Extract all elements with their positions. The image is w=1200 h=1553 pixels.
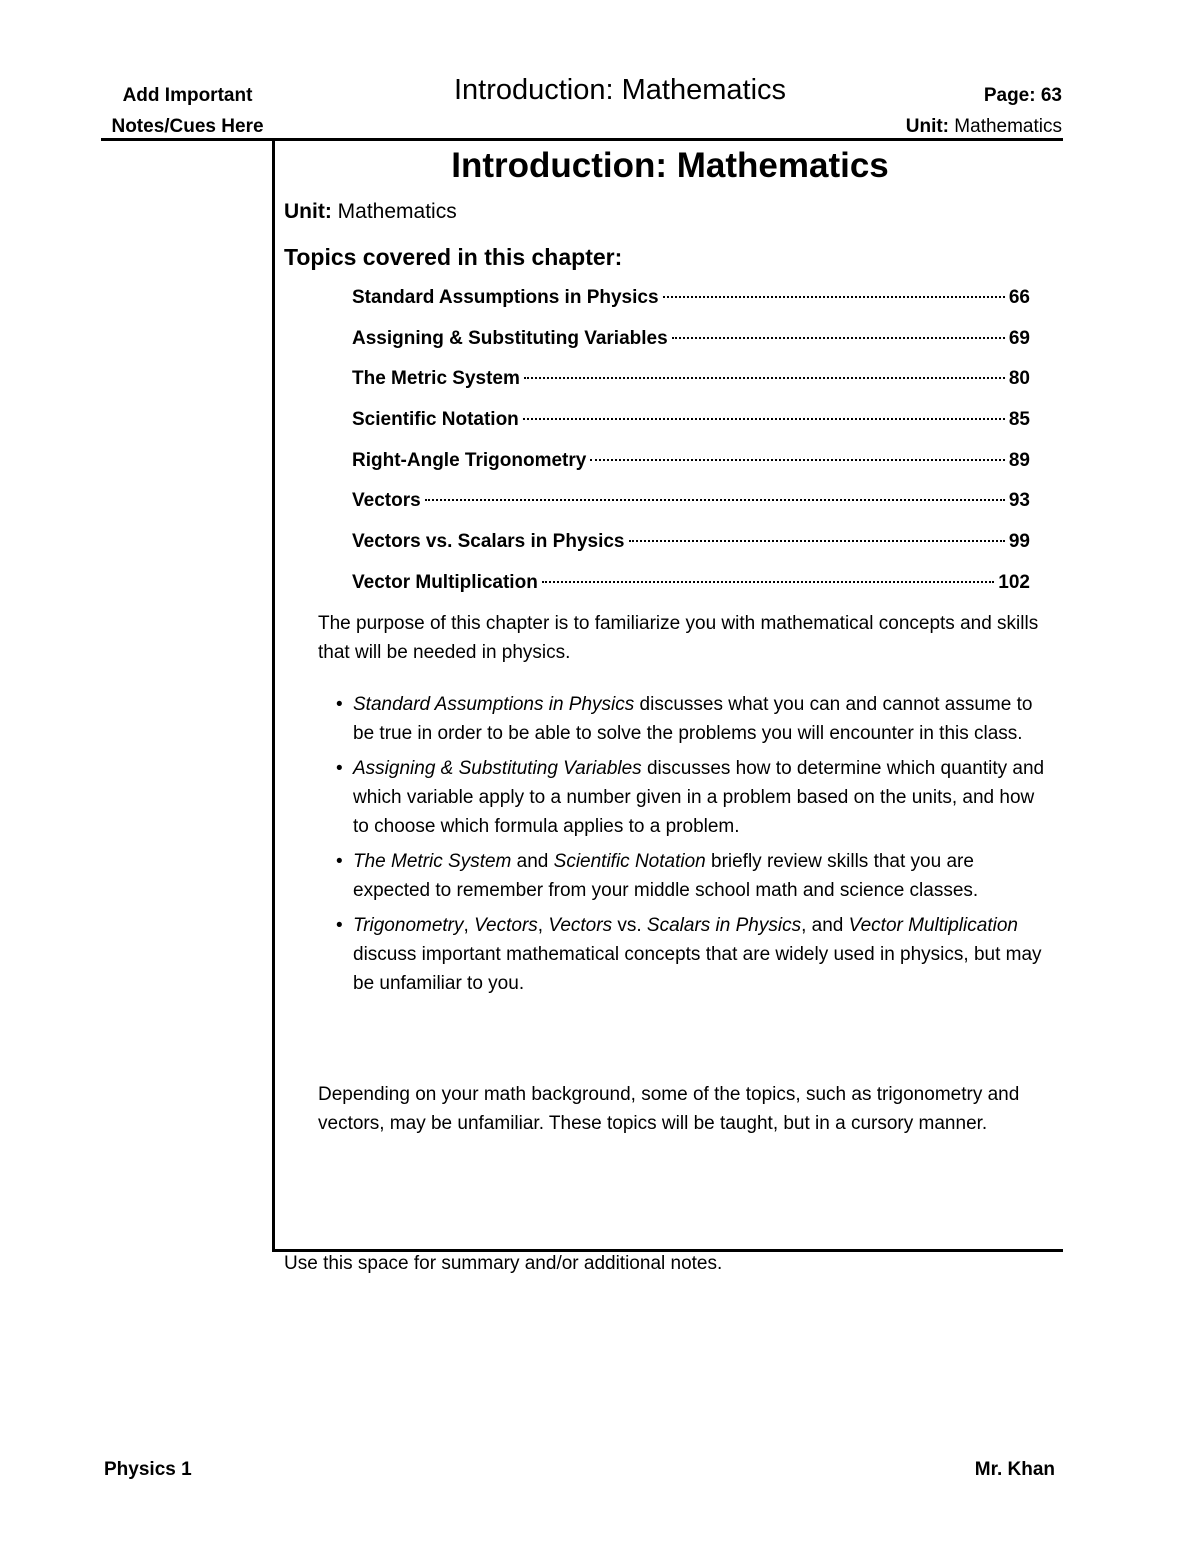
topic-joiner: ,: [537, 915, 549, 936]
topic-emphasis: Vector Multiplication: [848, 915, 1018, 936]
unit-label: Unit:: [284, 200, 332, 223]
topic-joiner: ,: [463, 915, 475, 936]
toc-page: 102: [998, 571, 1030, 593]
toc-label: Vector Multiplication: [352, 571, 538, 593]
toc-entry[interactable]: [352, 527, 1030, 568]
toc-leader: [425, 499, 1005, 501]
toc-label: Scientific Notation: [352, 409, 519, 431]
toc-label: The Metric System: [352, 368, 520, 390]
cue-column-header: [100, 80, 275, 142]
topic-description: discuss important mathematical concepts that are widely used in physics, but may be unfamiliar to you.: [353, 944, 1042, 994]
header-unit-label: Unit:: [905, 116, 950, 137]
toc-page: 85: [1008, 409, 1030, 431]
cue-line-1: Add Important: [122, 85, 253, 106]
chapter-purpose: The purpose of this chapter is to familiarize you with mathematical concepts and skills that will be needed in physics.: [318, 613, 1039, 663]
toc-page: 93: [1008, 490, 1030, 512]
toc-page: 69: [1008, 327, 1030, 349]
cue-column-divider: [272, 140, 275, 1252]
header-divider: [101, 138, 1063, 141]
toc-entry[interactable]: [352, 486, 1030, 527]
topic-emphasis: Scientific Notation: [553, 851, 706, 872]
toc-entry[interactable]: [352, 405, 1030, 446]
toc-page: 99: [1008, 531, 1030, 553]
cue-line-2: Notes/Cues Here: [111, 116, 264, 137]
toc-leader: [524, 377, 1005, 379]
bullet-icon: •: [336, 851, 343, 872]
list-item: [330, 911, 1055, 998]
toc-entry[interactable]: [352, 283, 1030, 324]
table-of-contents: [352, 283, 1030, 609]
header-unit-value: Mathematics: [954, 116, 1062, 137]
toc-entry[interactable]: [352, 364, 1030, 405]
bullet-icon: •: [336, 694, 343, 715]
bullet-icon: •: [336, 758, 343, 779]
topic-description: discusses how to determine which quantity and which variable apply to a number given in a problem based on the units, and how to choose which formula applies to a problem.: [353, 758, 1045, 837]
topic-emphasis: The Metric System: [353, 851, 512, 872]
topic-joiner: and: [511, 851, 554, 872]
list-item: [330, 754, 1055, 841]
toc-page: 66: [1008, 287, 1030, 308]
toc-leader: [629, 540, 1005, 542]
topic-emphasis: Trigonometry: [353, 915, 464, 936]
unit-value: Mathematics: [337, 200, 457, 223]
toc-label: Vectors: [352, 490, 421, 512]
topic-joiner: vs.: [612, 915, 647, 936]
toc-label: Assigning & Substituting Variables: [352, 327, 668, 349]
toc-page: 80: [1008, 368, 1030, 390]
topic-summary-list: [330, 690, 1055, 1004]
page-title: Introduction: Mathematics: [451, 146, 889, 185]
topics-heading: Topics covered in this chapter:: [284, 244, 623, 270]
toc-entry[interactable]: [352, 324, 1030, 365]
list-item: [330, 690, 1055, 748]
toc-entry[interactable]: [352, 568, 1030, 609]
topic-description: discusses what you can and cannot assume to be true in order to be able to solve the problems you will encounter in this class.: [353, 694, 1033, 744]
closing-paragraph: Depending on your math background, some of the topics, such as trigonometry and vectors, may be unfamiliar. These topics will be taught, but in a cursory manner.: [318, 1084, 1020, 1134]
topic-emphasis: Vectors: [474, 915, 538, 936]
toc-leader: [663, 296, 1005, 298]
page-number: 63: [1040, 85, 1062, 106]
footer-course: Physics 1: [104, 1459, 192, 1480]
topic-emphasis: Vectors: [548, 915, 613, 936]
page-number-line: [906, 80, 1062, 111]
list-item: [330, 847, 1055, 905]
topic-joiner: , and: [801, 915, 849, 936]
toc-leader: [672, 337, 1005, 339]
toc-leader: [523, 418, 1005, 420]
footer-author: Mr. Khan: [974, 1459, 1055, 1480]
running-header-title: Introduction: Mathematics: [453, 74, 787, 106]
topic-emphasis: Standard Assumptions in Physics: [353, 694, 635, 715]
toc-page: 89: [1008, 449, 1030, 471]
bullet-icon: •: [336, 915, 343, 936]
topic-description: briefly review skills that you are expected to remember from your middle school math and science classes.: [353, 851, 979, 901]
topic-emphasis: Scalars in Physics: [646, 915, 802, 936]
toc-label: Standard Assumptions in Physics: [352, 287, 659, 308]
summary-note: Use this space for summary and/or additional notes.: [284, 1253, 723, 1274]
page-label: Page:: [983, 85, 1036, 106]
toc-leader: [542, 581, 994, 583]
toc-label: Right-Angle Trigonometry: [352, 449, 587, 471]
topic-emphasis: Assigning & Substituting Variables: [353, 758, 642, 779]
header-page-info: [906, 80, 1062, 142]
toc-leader: [590, 459, 1005, 461]
toc-label: Vectors vs. Scalars in Physics: [352, 531, 625, 553]
toc-entry[interactable]: [352, 446, 1030, 487]
unit-line: [284, 198, 457, 226]
